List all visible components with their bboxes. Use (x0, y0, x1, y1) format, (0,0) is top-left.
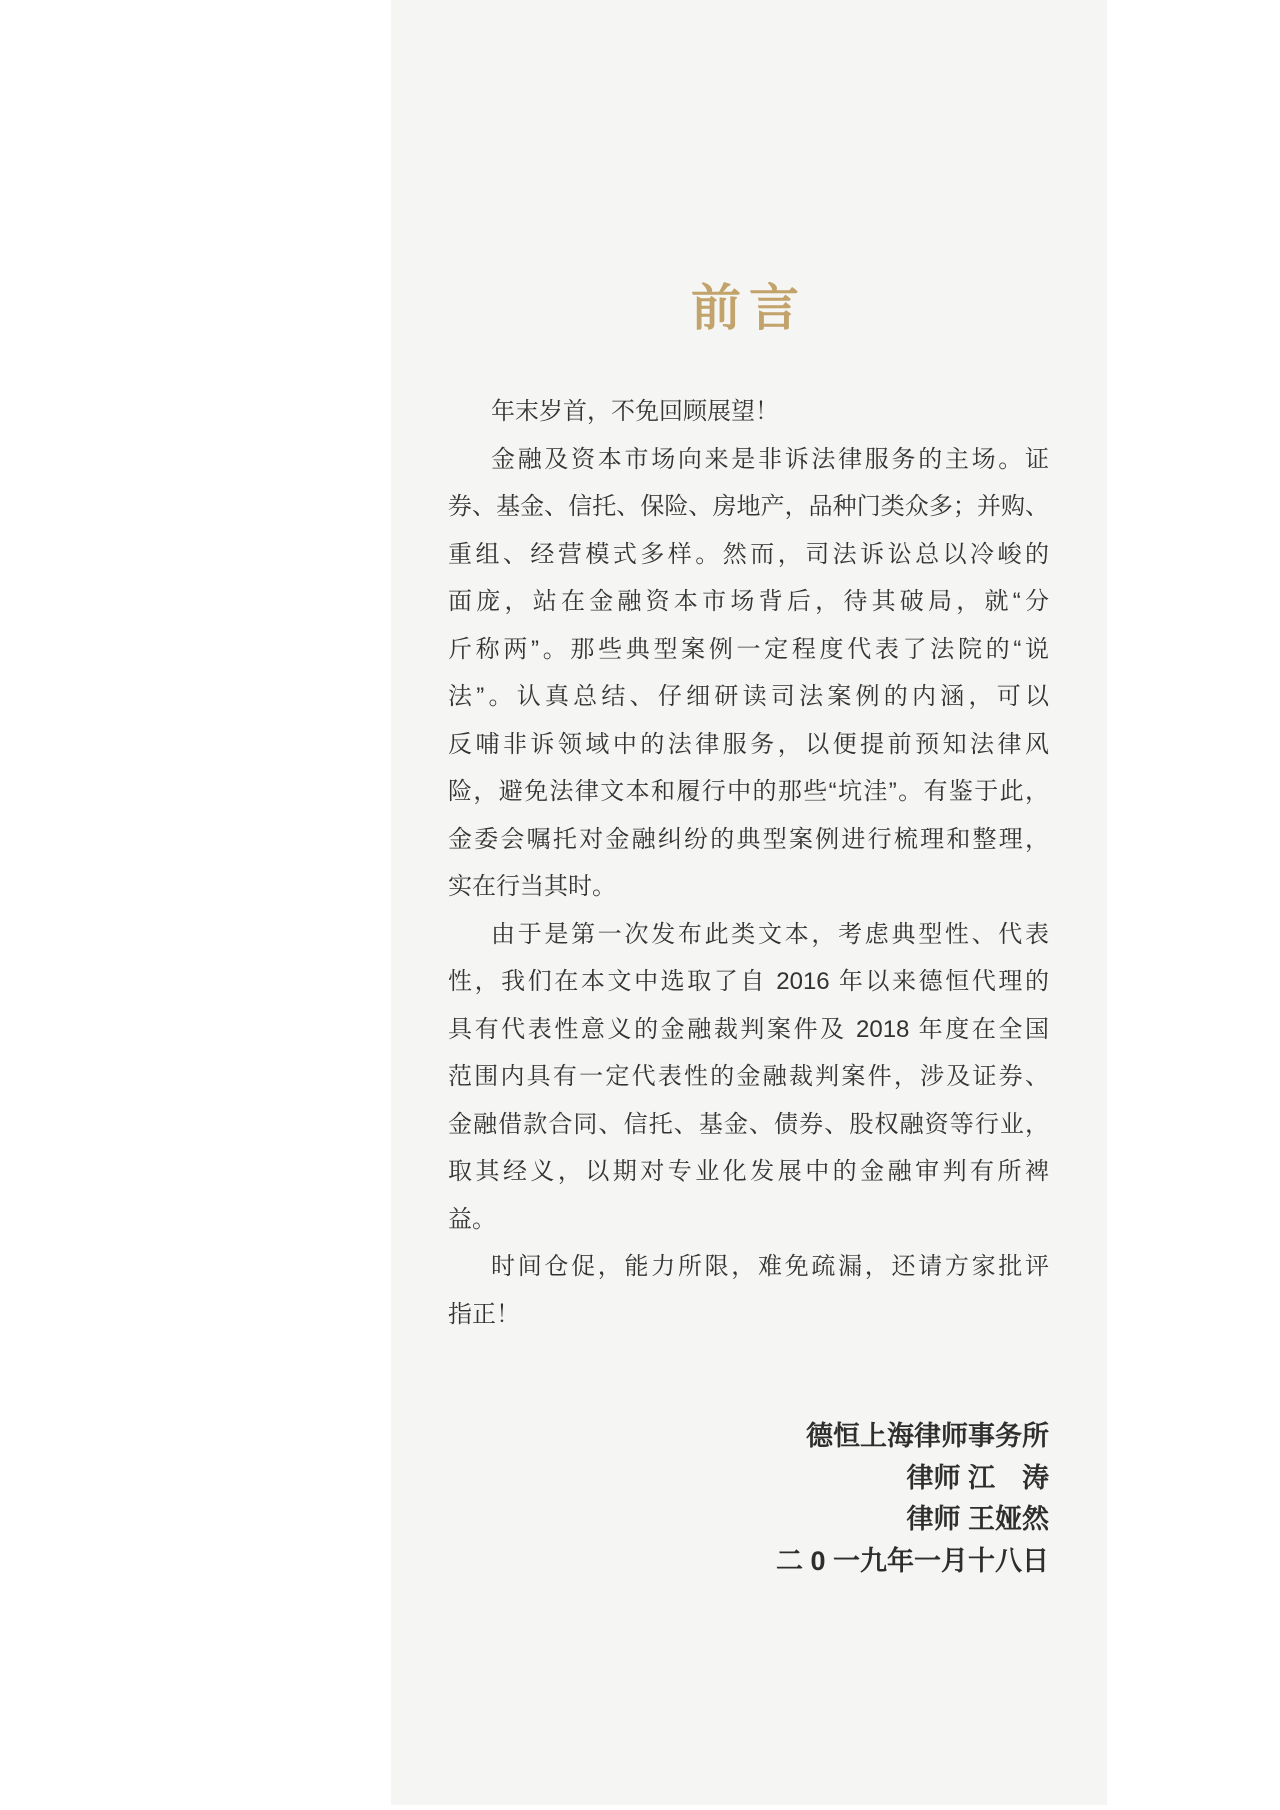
firm-name: 德恒上海律师事务所 (806, 1421, 1049, 1451)
lawyer-name-2: 律师 王娅然 (906, 1504, 1049, 1534)
text-line: 重组、经营模式多样。然而，司法诉讼总以冷峻的 (448, 540, 1049, 568)
text-line: 实在行当其时。 (448, 873, 616, 900)
text-line: 具有代表性意义的金融裁判案件及 2018 年度在全国 (448, 1015, 1049, 1043)
document-page (391, 0, 1107, 1805)
text-line: 益。 (448, 1205, 496, 1233)
date-line: 二 0 一九年一月十八日 (775, 1545, 1049, 1576)
text-line: 性，我们在本文中选取了自 2016 年以来德恒代理的 (448, 968, 1049, 995)
preface-body (448, 388, 1049, 1338)
text-line: 指正！ (448, 1300, 520, 1328)
lawyer-name-1: 律师 江 涛 (906, 1462, 1049, 1493)
text-line: 反哺非诉领域中的法律服务，以便提前预知法律风 (448, 730, 1049, 758)
text-line: 金委会嘱托对金融纠纷的典型案例进行梳理和整理， (448, 825, 1049, 853)
text-line: 面庞，站在金融资本市场背后，待其破局，就“分 (448, 588, 1049, 615)
text-line: 险，避免法律文本和履行中的那些“坑洼”。有鉴于此， (448, 778, 1049, 805)
text-line: 金融及资本市场向来是非诉法律服务的主场。证 (491, 445, 1049, 473)
text-line: 由于是第一次发布此类文本，考虑典型性、代表 (491, 920, 1049, 948)
text-line: 取其经义，以期对专业化发展中的金融审判有所裨 (448, 1158, 1049, 1185)
text-line: 法”。认真总结、仔细研读司法案例的内涵，可以 (448, 683, 1049, 710)
text-line: 金融借款合同、信托、基金、债券、股权融资等行业， (448, 1110, 1049, 1138)
text-line: 范围内具有一定代表性的金融裁判案件，涉及证券、 (448, 1063, 1049, 1090)
text-line: 斤称两”。那些典型案例一定程度代表了法院的“说 (448, 635, 1049, 663)
page-title: 前言 (691, 280, 807, 336)
signature-block (448, 1416, 1049, 1582)
text-line: 时间仓促，能力所限，难免疏漏，还请方家批评 (491, 1253, 1049, 1280)
text-line: 年末岁首，不免回顾展望！ (491, 398, 779, 425)
text-line: 券、基金、信托、保险、房地产，品种门类众多；并购、 (448, 493, 1049, 520)
